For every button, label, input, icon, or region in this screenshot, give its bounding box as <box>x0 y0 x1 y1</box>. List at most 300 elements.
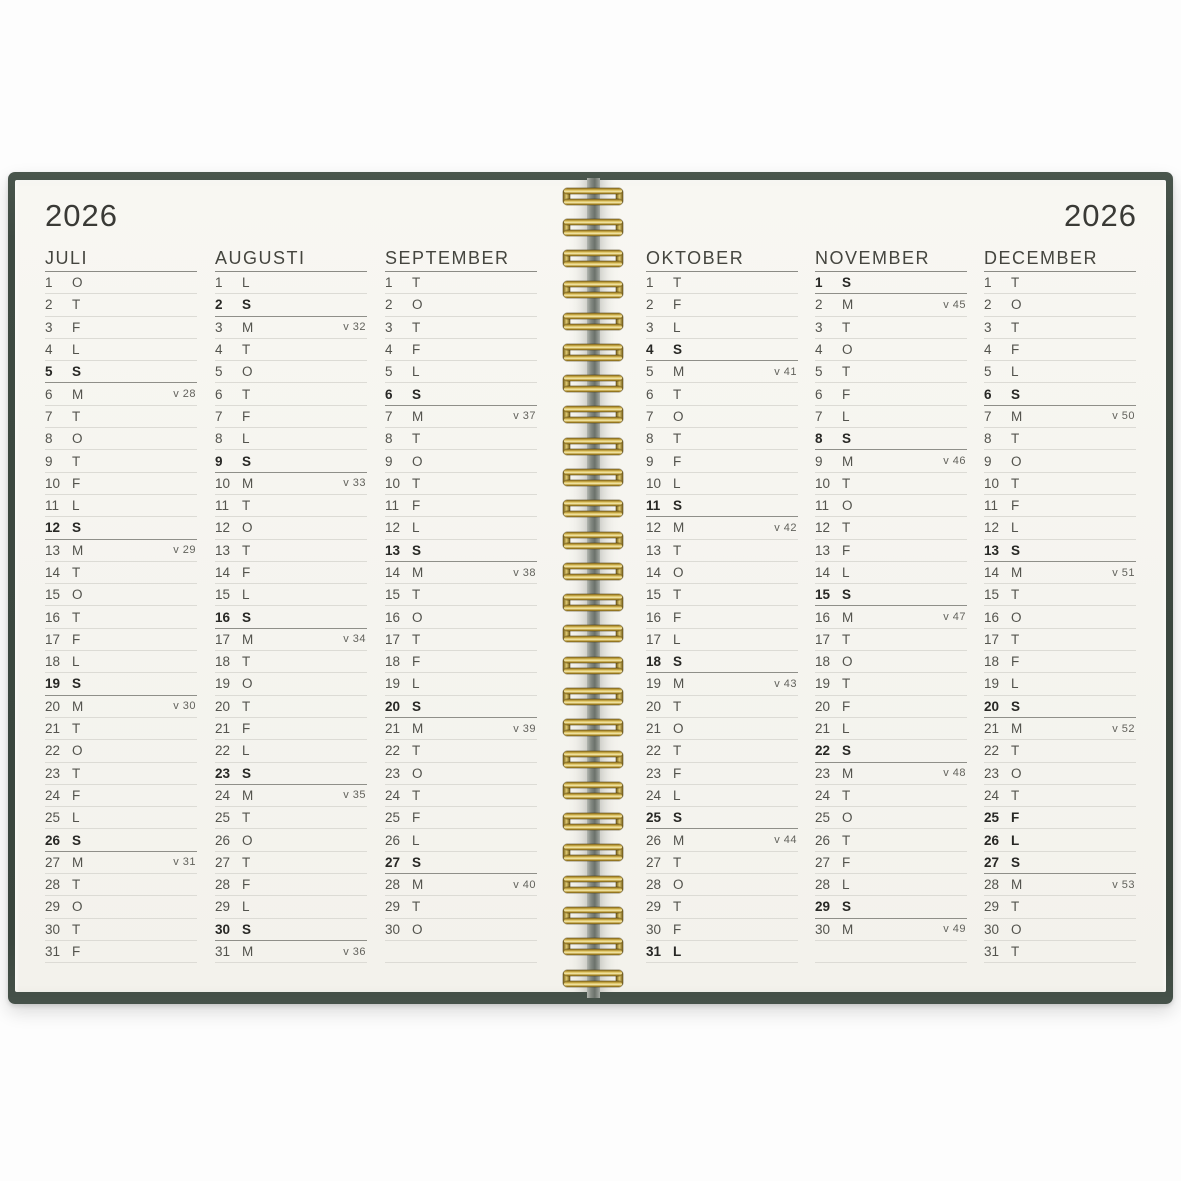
day-row <box>646 874 798 896</box>
day-number: 4 <box>45 342 53 358</box>
day-row <box>215 540 367 562</box>
day-row <box>815 740 967 762</box>
weekday-letter: T <box>673 386 682 402</box>
weekday-letter: T <box>673 587 682 603</box>
day-number: 10 <box>385 475 401 491</box>
day-number: 30 <box>815 921 831 937</box>
weekday-letter: T <box>1011 787 1020 803</box>
day-row <box>385 473 537 495</box>
day-row <box>215 673 367 695</box>
day-row <box>385 740 537 762</box>
day-number: 9 <box>646 453 654 469</box>
weekday-letter: O <box>1011 453 1022 469</box>
wire-ring-icon <box>564 500 622 517</box>
day-row <box>45 606 197 628</box>
wire-ring-icon <box>564 907 622 924</box>
day-number: 26 <box>215 832 231 848</box>
day-row <box>815 874 967 896</box>
weekday-letter: O <box>1011 609 1022 625</box>
day-row <box>984 852 1136 874</box>
year-left: 2026 <box>45 198 118 233</box>
weekday-letter: L <box>242 587 250 603</box>
day-number: 6 <box>984 386 992 402</box>
weekday-letter: T <box>412 899 421 915</box>
weekday-letter: T <box>72 297 81 313</box>
day-number: 11 <box>815 498 830 514</box>
day-row <box>984 919 1136 941</box>
weekday-letter: T <box>412 587 421 603</box>
day-row <box>984 651 1136 673</box>
day-row <box>646 718 798 740</box>
day-row <box>45 874 197 896</box>
weekday-letter: O <box>412 765 423 781</box>
day-row <box>646 517 798 539</box>
weekday-letter: L <box>673 944 682 960</box>
day-row <box>45 629 197 651</box>
day-number: 17 <box>815 631 831 647</box>
day-row <box>646 941 798 963</box>
wire-ring-icon <box>564 594 622 611</box>
weekday-letter: T <box>242 654 251 670</box>
spiral-binding <box>564 172 622 1004</box>
weekday-letter: S <box>242 609 252 625</box>
day-number: 21 <box>646 721 662 737</box>
day-number: 8 <box>984 431 992 447</box>
weekday-letter: L <box>842 408 850 424</box>
weekday-letter: T <box>673 431 682 447</box>
weekday-letter: S <box>72 676 82 692</box>
wire-ring-icon <box>564 782 622 799</box>
weekday-letter: M <box>72 854 84 870</box>
day-number: 14 <box>385 565 401 580</box>
page-left <box>15 180 587 992</box>
day-row <box>646 696 798 718</box>
week-number: v 49 <box>943 923 966 936</box>
day-row <box>215 294 367 316</box>
day-number: 21 <box>385 721 401 737</box>
day-number: 3 <box>984 319 992 335</box>
day-number: 10 <box>815 475 831 491</box>
month-juli <box>45 244 197 963</box>
day-number: 27 <box>815 854 831 870</box>
day-number: 20 <box>646 698 662 714</box>
day-row <box>385 852 537 874</box>
day-number: 2 <box>815 297 823 313</box>
day-row <box>984 740 1136 762</box>
weekday-letter: O <box>72 431 83 447</box>
day-row <box>984 495 1136 517</box>
weekday-letter: S <box>842 899 852 915</box>
day-row <box>646 495 798 517</box>
month-september <box>385 244 537 963</box>
months-left <box>45 244 537 963</box>
weekday-letter: S <box>1011 854 1021 870</box>
weekday-letter: M <box>1011 565 1023 580</box>
day-row <box>984 807 1136 829</box>
day-row <box>646 606 798 628</box>
week-number: v 42 <box>774 521 797 534</box>
day-row <box>646 896 798 918</box>
day-row <box>45 339 197 361</box>
weekday-letter: S <box>1011 386 1021 402</box>
blank-row <box>815 941 967 963</box>
day-row <box>215 696 367 718</box>
day-row <box>984 874 1136 896</box>
weekday-letter: S <box>1011 698 1021 714</box>
weekday-letter: F <box>242 565 251 580</box>
weekday-letter: T <box>673 854 682 870</box>
day-number: 3 <box>215 319 223 335</box>
day-number: 13 <box>815 542 831 558</box>
weekday-letter: T <box>72 565 81 580</box>
day-row <box>984 383 1136 405</box>
day-row <box>215 406 367 428</box>
month-title: DECEMBER <box>984 244 1136 272</box>
day-number: 7 <box>45 408 53 424</box>
day-number: 16 <box>215 609 231 625</box>
day-row <box>646 629 798 651</box>
day-number: 28 <box>984 877 1000 893</box>
day-row <box>385 383 537 405</box>
weekday-letter: M <box>842 453 854 469</box>
week-number: v 32 <box>343 321 366 334</box>
weekday-letter: M <box>1011 877 1023 893</box>
day-row <box>984 829 1136 851</box>
day-number: 18 <box>984 654 1000 670</box>
day-number: 14 <box>815 565 831 580</box>
weekday-letter: F <box>1011 810 1020 826</box>
day-number: 12 <box>815 520 831 536</box>
day-number: 30 <box>45 921 61 937</box>
week-number: v 34 <box>343 633 366 646</box>
weekday-letter: L <box>412 676 420 692</box>
weekday-letter: T <box>842 676 851 692</box>
weekday-letter: T <box>1011 944 1020 960</box>
day-row <box>215 852 367 874</box>
weekday-letter: T <box>242 810 251 826</box>
day-row <box>215 740 367 762</box>
day-number: 27 <box>984 854 1000 870</box>
weekday-letter: S <box>842 431 852 447</box>
day-row <box>45 785 197 807</box>
day-number: 5 <box>215 364 223 380</box>
day-number: 19 <box>984 676 1000 692</box>
wire-ring-icon <box>564 625 622 642</box>
day-row <box>385 450 537 472</box>
weekday-letter: S <box>412 542 422 558</box>
day-row <box>646 339 798 361</box>
weekday-letter: F <box>842 854 851 870</box>
day-row <box>385 272 537 294</box>
day-row <box>815 673 967 695</box>
day-row <box>45 919 197 941</box>
weekday-letter: F <box>842 698 851 714</box>
day-row <box>45 829 197 851</box>
day-row <box>984 540 1136 562</box>
weekday-letter: F <box>412 342 421 358</box>
day-number: 10 <box>215 475 231 491</box>
day-number: 23 <box>215 765 231 781</box>
day-row <box>646 763 798 785</box>
day-number: 28 <box>215 877 231 893</box>
weekday-letter: O <box>673 408 684 424</box>
weekday-letter: L <box>72 654 80 670</box>
weekday-letter: M <box>842 921 854 937</box>
weekday-letter: M <box>673 520 685 536</box>
day-row <box>815 718 967 740</box>
day-number: 25 <box>646 810 662 826</box>
day-row <box>984 361 1136 383</box>
day-row <box>646 294 798 316</box>
day-row <box>385 517 537 539</box>
day-number: 19 <box>385 676 401 692</box>
month-november <box>815 244 967 963</box>
weekday-letter: S <box>412 854 422 870</box>
day-number: 13 <box>984 542 1000 558</box>
day-row <box>45 428 197 450</box>
day-row <box>984 562 1136 584</box>
day-number: 4 <box>984 342 992 358</box>
day-number: 1 <box>215 275 223 291</box>
day-row <box>385 606 537 628</box>
weekday-letter: T <box>1011 475 1020 491</box>
day-row <box>215 829 367 851</box>
weekday-letter: S <box>673 654 683 670</box>
day-row <box>815 785 967 807</box>
weekday-letter: F <box>1011 498 1020 514</box>
week-number: v 48 <box>943 767 966 780</box>
day-row <box>215 517 367 539</box>
day-number: 18 <box>646 654 662 670</box>
day-number: 16 <box>815 609 831 625</box>
week-number: v 40 <box>513 878 536 891</box>
day-number: 4 <box>385 342 393 358</box>
weekday-letter: S <box>242 297 252 313</box>
weekday-letter: S <box>673 498 683 514</box>
day-number: 1 <box>45 275 53 291</box>
day-row <box>646 740 798 762</box>
day-row <box>45 718 197 740</box>
weekday-letter: M <box>72 542 84 558</box>
weekday-letter: O <box>673 721 684 737</box>
weekday-letter: L <box>1011 832 1020 848</box>
weekday-letter: F <box>242 877 251 893</box>
weekday-letter: F <box>72 475 81 491</box>
weekday-letter: L <box>673 787 681 803</box>
day-row <box>385 361 537 383</box>
day-row <box>815 651 967 673</box>
day-row <box>984 785 1136 807</box>
weekday-letter: T <box>1011 275 1020 291</box>
day-number: 16 <box>646 609 662 625</box>
day-number: 13 <box>646 542 662 558</box>
day-number: 21 <box>815 721 831 737</box>
day-row <box>215 428 367 450</box>
day-row <box>215 450 367 472</box>
weekday-letter: T <box>673 542 682 558</box>
day-number: 23 <box>815 765 831 781</box>
day-row <box>646 829 798 851</box>
weekday-letter: F <box>673 765 682 781</box>
day-number: 13 <box>45 542 61 558</box>
day-row <box>215 473 367 495</box>
day-row <box>984 406 1136 428</box>
day-row <box>984 294 1136 316</box>
day-row <box>45 294 197 316</box>
day-row <box>646 807 798 829</box>
day-number: 8 <box>385 431 393 447</box>
month-oktober <box>646 244 798 963</box>
day-row <box>646 383 798 405</box>
wire-ring-icon <box>564 970 622 987</box>
day-number: 11 <box>215 498 230 514</box>
day-number: 11 <box>984 498 999 514</box>
weekday-letter: L <box>842 721 850 737</box>
weekday-letter: S <box>242 453 252 469</box>
weekday-letter: O <box>842 654 853 670</box>
day-number: 15 <box>646 587 662 603</box>
months-right <box>646 244 1136 963</box>
day-number: 9 <box>45 453 53 469</box>
day-row <box>215 718 367 740</box>
day-row <box>815 763 967 785</box>
day-number: 10 <box>646 475 662 491</box>
day-row <box>215 606 367 628</box>
day-number: 19 <box>646 676 662 692</box>
weekday-letter: L <box>673 475 681 491</box>
wire-ring-icon <box>564 719 622 736</box>
weekday-letter: O <box>72 743 83 759</box>
weekday-letter: L <box>1011 520 1019 536</box>
day-row <box>215 785 367 807</box>
week-number: v 51 <box>1112 566 1135 579</box>
day-number: 24 <box>984 787 1000 803</box>
day-number: 26 <box>45 832 61 848</box>
weekday-letter: M <box>412 565 424 580</box>
week-number: v 44 <box>774 834 797 847</box>
weekday-letter: T <box>72 877 81 893</box>
day-number: 22 <box>815 743 831 759</box>
weekday-letter: M <box>242 944 254 960</box>
weekday-letter: T <box>412 275 421 291</box>
weekday-letter: T <box>842 319 851 335</box>
weekday-letter: L <box>1011 676 1019 692</box>
weekday-letter: L <box>72 342 80 358</box>
day-number: 1 <box>385 275 393 291</box>
day-number: 19 <box>815 676 831 692</box>
day-row <box>984 584 1136 606</box>
weekday-letter: F <box>72 944 81 960</box>
day-row <box>815 584 967 606</box>
day-row <box>215 272 367 294</box>
day-number: 20 <box>984 698 1000 714</box>
day-row <box>815 517 967 539</box>
wire-ring-icon <box>564 406 622 423</box>
day-row <box>815 562 967 584</box>
day-row <box>385 540 537 562</box>
day-number: 29 <box>45 899 61 915</box>
weekday-letter: L <box>673 631 681 647</box>
day-number: 1 <box>646 275 654 291</box>
weekday-letter: O <box>242 520 253 536</box>
day-number: 29 <box>215 899 231 915</box>
weekday-letter: L <box>72 810 80 826</box>
month-december <box>984 244 1136 963</box>
weekday-letter: T <box>72 609 81 625</box>
weekday-letter: S <box>412 698 422 714</box>
day-row <box>646 406 798 428</box>
day-row <box>385 294 537 316</box>
day-row <box>385 495 537 517</box>
day-number: 24 <box>45 787 61 803</box>
weekday-letter: L <box>242 431 250 447</box>
day-row <box>646 272 798 294</box>
weekday-letter: O <box>673 565 684 580</box>
weekday-letter: O <box>242 364 253 380</box>
day-number: 22 <box>984 743 1000 759</box>
week-number: v 33 <box>343 477 366 490</box>
day-number: 8 <box>646 431 654 447</box>
weekday-letter: O <box>412 297 423 313</box>
weekday-letter: M <box>673 364 685 380</box>
day-number: 23 <box>646 765 662 781</box>
day-row <box>815 450 967 472</box>
day-number: 16 <box>385 609 401 625</box>
day-number: 22 <box>215 743 231 759</box>
day-row <box>45 740 197 762</box>
weekday-letter: M <box>72 698 84 714</box>
weekday-letter: T <box>842 520 851 536</box>
day-row <box>45 763 197 785</box>
day-row <box>646 450 798 472</box>
weekday-letter: M <box>242 475 254 491</box>
weekday-letter: T <box>673 698 682 714</box>
day-number: 6 <box>215 386 223 402</box>
weekday-letter: O <box>242 676 253 692</box>
weekday-letter: T <box>72 721 81 737</box>
week-number: v 47 <box>943 611 966 624</box>
day-row <box>984 517 1136 539</box>
weekday-letter: T <box>242 854 251 870</box>
day-row <box>646 428 798 450</box>
day-row <box>815 606 967 628</box>
weekday-letter: F <box>242 721 251 737</box>
weekday-letter: T <box>842 475 851 491</box>
day-number: 5 <box>646 364 654 380</box>
day-number: 27 <box>646 854 662 870</box>
day-row <box>646 473 798 495</box>
day-row <box>815 339 967 361</box>
day-number: 13 <box>385 542 401 558</box>
day-row <box>984 896 1136 918</box>
day-number: 11 <box>45 498 60 514</box>
day-number: 14 <box>45 565 61 580</box>
weekday-letter: T <box>242 342 251 358</box>
day-row <box>45 272 197 294</box>
day-row <box>45 517 197 539</box>
day-number: 30 <box>984 921 1000 937</box>
day-row <box>646 651 798 673</box>
day-number: 12 <box>215 520 231 536</box>
day-row <box>45 696 197 718</box>
day-row <box>385 763 537 785</box>
day-number: 3 <box>45 319 53 335</box>
day-row <box>815 383 967 405</box>
day-row <box>215 383 367 405</box>
day-number: 5 <box>815 364 823 380</box>
weekday-letter: T <box>72 921 81 937</box>
weekday-letter: T <box>1011 431 1020 447</box>
